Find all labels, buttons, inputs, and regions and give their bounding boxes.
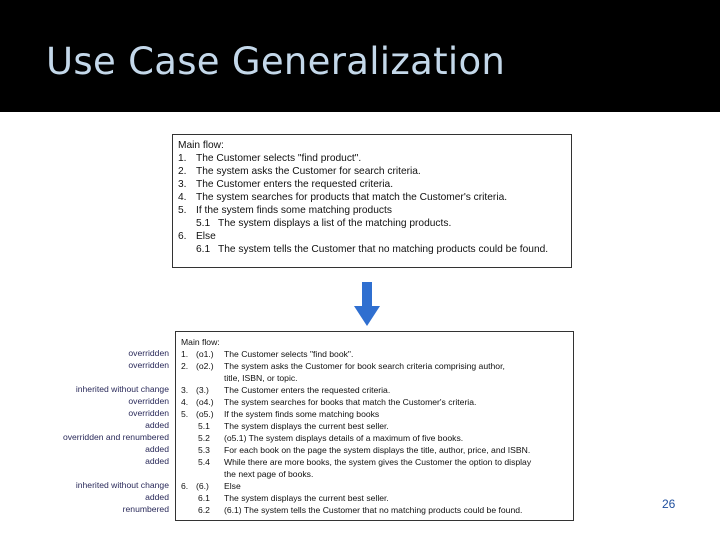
step-text: If the system finds some matching books	[224, 409, 380, 419]
slide-header	[0, 0, 720, 112]
annotation-label: renumbered	[122, 504, 169, 514]
step-number: 2.	[178, 166, 187, 177]
step-text: The Customer selects "find book".	[224, 349, 354, 359]
step-number: 5.4	[198, 457, 210, 467]
step-number: 6.2	[198, 505, 210, 515]
step-number: 6.1	[196, 244, 211, 255]
original-main-flow-box	[172, 134, 572, 268]
step-number: 6.	[181, 481, 189, 491]
step-number: 6.1	[198, 493, 210, 503]
step-number: 1.	[181, 349, 189, 359]
step-text: The system asks the Customer for search criteria.	[196, 166, 421, 177]
generalized-flow-heading: Main flow:	[181, 337, 220, 347]
annotation-label: overridden	[128, 408, 169, 418]
step-text: the next page of books.	[224, 469, 314, 479]
slide-title: Use Case Generalization	[46, 40, 506, 83]
step-text: Else	[196, 231, 216, 242]
step-text: The system tells the Customer that no matching products could be found.	[218, 244, 549, 255]
step-ref: (o1.)	[196, 349, 214, 359]
original-flow-heading: Main flow:	[178, 140, 224, 151]
step-number: 2.	[181, 361, 189, 371]
step-text: While there are more books, the system gives the Customer the option to display	[224, 457, 532, 467]
step-text: The system searches for books that match the Customer's criteria.	[224, 397, 477, 407]
page-number: 26	[662, 497, 676, 511]
step-number: 5.3	[198, 445, 210, 455]
annotation-label: inherited without change	[75, 384, 169, 394]
step-number: 5.	[181, 409, 189, 419]
down-arrow-icon	[352, 282, 382, 327]
annotation-label: added	[145, 444, 169, 454]
step-text: The system displays the current best seller.	[224, 493, 389, 503]
step-text: The system displays a list of the matching products.	[218, 218, 452, 229]
annotation-label: added	[145, 492, 169, 502]
annotation-label: overridden	[128, 396, 169, 406]
step-text: The Customer selects "find product".	[196, 153, 362, 164]
step-text: The system displays the current best seller.	[224, 421, 389, 431]
step-number: 1.	[178, 153, 187, 164]
annotation-label: overridden and renumbered	[62, 432, 169, 442]
annotation-label: added	[145, 420, 169, 430]
step-text: The system asks the Customer for book search criteria comprising author,	[224, 361, 505, 371]
annotation-label: inherited without change	[75, 480, 169, 490]
step-number: 5.1	[198, 421, 210, 431]
step-number: 4.	[181, 397, 189, 407]
step-number: 3.	[178, 179, 187, 190]
step-ref: (6.)	[196, 481, 209, 491]
step-number: 4.	[178, 192, 187, 203]
step-text: For each book on the page the system displays the title, author, price, and ISBN.	[224, 445, 531, 455]
step-ref: (o4.)	[196, 397, 214, 407]
step-text: (6.1) The system tells the Customer that no matching products could be found.	[224, 505, 523, 515]
step-text: The Customer enters the requested criteria.	[196, 179, 394, 190]
annotation-label: added	[145, 456, 169, 466]
step-number: 5.1	[196, 218, 211, 229]
step-text: (o5.1) The system displays details of a maximum of five books.	[224, 433, 464, 443]
annotation-label: overridden	[128, 348, 169, 358]
step-number: 3.	[181, 385, 189, 395]
step-ref: (3.)	[196, 385, 209, 395]
step-number: 5.2	[198, 433, 210, 443]
annotation-label: overridden	[128, 360, 169, 370]
step-text: The system searches for products that match the Customer's criteria.	[196, 192, 508, 203]
step-text: Else	[224, 481, 241, 491]
step-text: The Customer enters the requested criteria.	[224, 385, 391, 395]
step-ref: (o2.)	[196, 361, 214, 371]
generalized-main-flow-box	[175, 331, 574, 521]
step-number: 5.	[178, 205, 187, 216]
step-ref: (o5.)	[196, 409, 214, 419]
step-text: title, ISBN, or topic.	[224, 373, 298, 383]
step-text: If the system finds some matching products	[196, 205, 392, 216]
step-number: 6.	[178, 231, 187, 242]
